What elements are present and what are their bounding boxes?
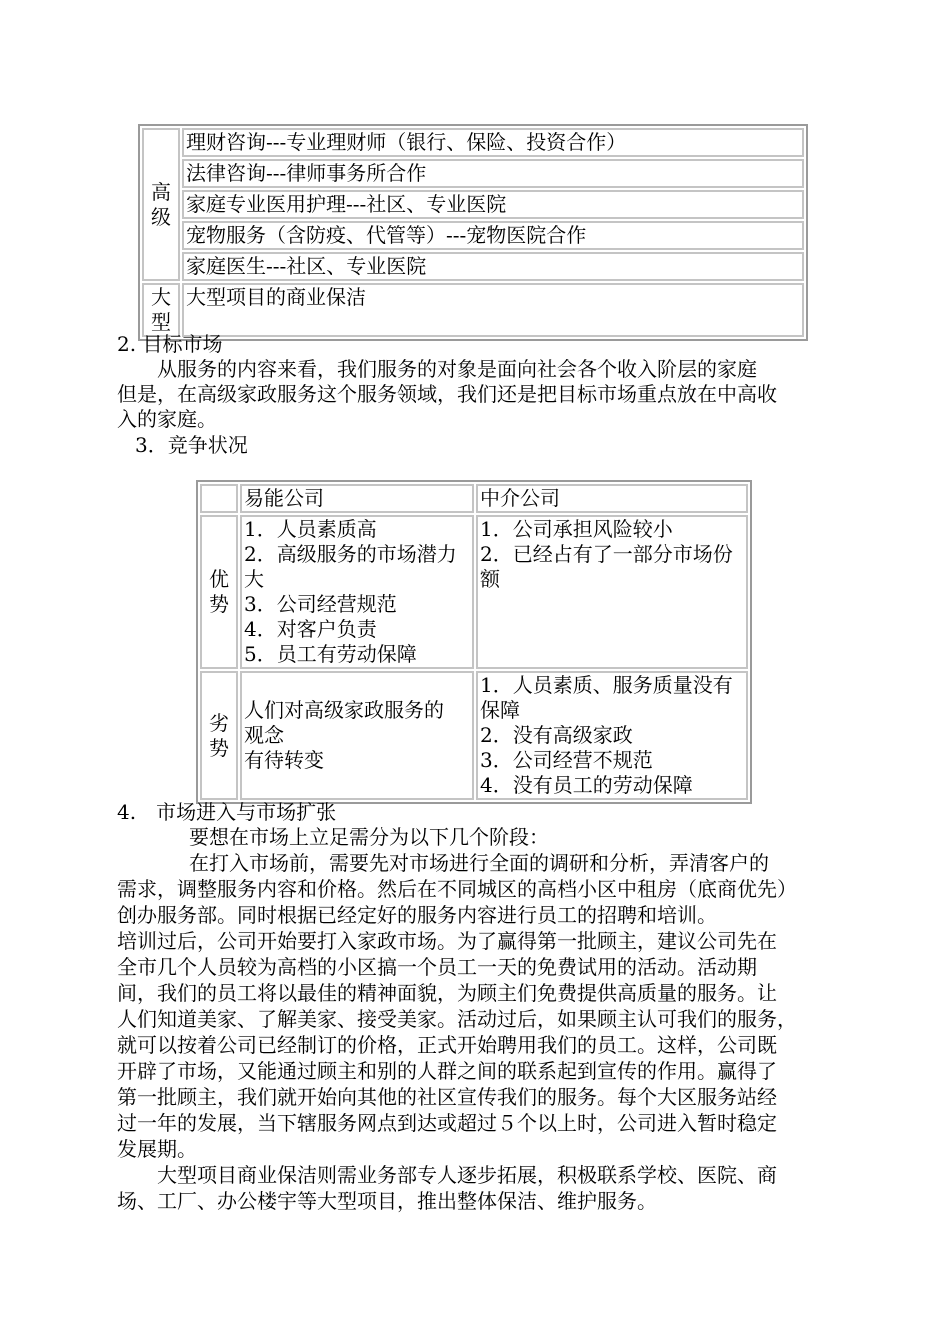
- paragraph-line: 过一年的发展，当下辖服务网点到达或超过５个以上时，公司进入暂时稳定: [117, 1111, 777, 1135]
- paragraph-line: 入的家庭。: [117, 407, 217, 431]
- paragraph-line: 第一批顾主，我们就开始向其他的社区宣传我们的服务。每个大区服务站经: [117, 1085, 777, 1109]
- service-row: 宠物服务（含防疫、代管等）---宠物医院合作: [182, 221, 804, 250]
- column-header-a: 易能公司: [240, 484, 474, 513]
- service-row: 家庭医生---社区、专业医院: [182, 252, 804, 281]
- section-2-heading: 2. 目标市场: [117, 332, 223, 356]
- section-2-body: [117, 357, 841, 432]
- paragraph-line: 需求，调整服务内容和价格。然后在不同城区的高档小区中租房（底商优先）: [117, 877, 797, 901]
- disadvantage-cell-a: 人们对高级家政服务的 观念 有待转变: [240, 671, 474, 800]
- paragraph-line: 培训过后，公司开始要打入家政市场。为了赢得第一批顾主，建议公司先在: [117, 929, 777, 953]
- paragraph-line: 全市几个人员较为高档的小区搞一个员工一天的免费试用的活动。活动期: [117, 955, 757, 979]
- paragraph-line: 发展期。: [117, 1137, 197, 1161]
- paragraph-line: 场、工厂、办公楼宇等大型项目，推出整体保洁、维护服务。: [117, 1189, 657, 1213]
- paragraph-line: 但是，在高级家政服务这个服务领域，我们还是把目标市场重点放在中高收: [117, 382, 777, 406]
- paragraph-line: 间，我们的员工将以最佳的精神面貌，为顾主们免费提供高质量的服务。让: [117, 981, 777, 1005]
- services-table: [138, 124, 808, 341]
- paragraph-line: 创办服务部。同时根据已经定好的服务内容进行员工的招聘和培训。: [117, 903, 717, 927]
- row-label-disadvantage: 劣势: [200, 671, 238, 800]
- row-label-advantage: 优势: [200, 515, 238, 669]
- disadvantage-cell-b: 1．人员素质、服务质量没有 保障 2．没有高级家政 3．公司经营不规范 4．没有员工的劳动保障: [476, 671, 748, 800]
- paragraph-line: 从服务的内容来看，我们服务的对象是面向社会各个收入阶层的家庭: [157, 357, 757, 381]
- corner-cell: [200, 484, 238, 513]
- paragraph-line: 大型项目商业保洁则需业务部专人逐步拓展，积极联系学校、医院、商: [157, 1163, 777, 1187]
- column-header-b: 中介公司: [476, 484, 748, 513]
- paragraph-line: 开辟了市场，又能通过顾主和别的人群之间的联系起到宣传的作用。赢得了: [117, 1059, 777, 1083]
- group-label-high: 高级: [142, 128, 180, 281]
- advantage-cell-b: 1．公司承担风险较小 2．已经占有了一部分市场份 额: [476, 515, 748, 669]
- service-row: 法律咨询---律师事务所合作: [182, 159, 804, 188]
- paragraph-line: 在打入市场前，需要先对市场进行全面的调研和分析，弄清客户的: [189, 851, 769, 875]
- section-4-heading: 4. 市场进入与市场扩张: [117, 800, 337, 824]
- section-4-body: [117, 824, 841, 1214]
- paragraph-line: 人们知道美家、了解美家、接受美家。活动过后，如果顾主认可我们的服务，: [117, 1007, 797, 1031]
- paragraph-line: 就可以按着公司已经制订的价格，正式开始聘用我们的员工。这样，公司既: [117, 1033, 777, 1057]
- paragraph-line: 要想在市场上立足需分为以下几个阶段：: [189, 825, 549, 849]
- group-label-large: 大型: [142, 283, 180, 337]
- section-3-heading: 3．竞争状况: [135, 433, 248, 457]
- service-row: 理财咨询---专业理财师（银行、保险、投资合作）: [182, 128, 804, 157]
- service-row: 家庭专业医用护理---社区、专业医院: [182, 190, 804, 219]
- service-row: 大型项目的商业保洁: [182, 283, 804, 337]
- advantage-cell-a: 1．人员素质高 2．高级服务的市场潜力 大 3．公司经营规范 4．对客户负责 5．员工有劳动保障: [240, 515, 474, 669]
- competition-table: [196, 480, 752, 804]
